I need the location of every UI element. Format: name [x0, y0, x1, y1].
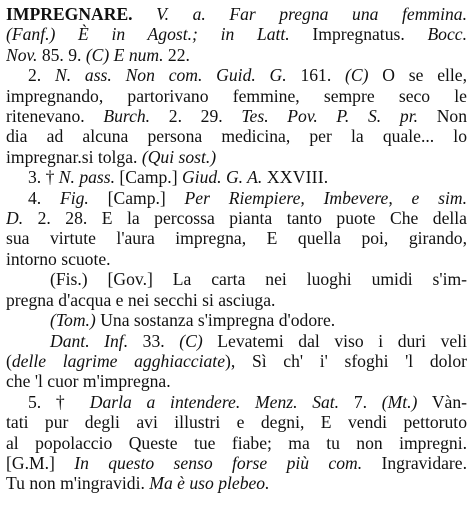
- entry-line-24: Tu non m'ingravidi. Ma è uso plebeo.: [6, 473, 270, 494]
- dant-line: Dant. Inf. 33. (C) Levatemi dal viso i duri veli: [50, 330, 467, 351]
- entry-line-23: [G.M.] In questo senso forse più com. Ingravidare.: [6, 452, 467, 473]
- entry-line-19: che 'l cuor m'impregna.: [6, 371, 171, 392]
- entry-line-18: (delle lagrime agghiacciate), Sì ch' i' sfoghi 'l dolor: [6, 350, 467, 371]
- entry-line-2: (Fanf.) È in Agost.; in Latt. Impregnatus. Bocc.: [6, 24, 467, 45]
- entry-line-12: sua virtute l'aura impregna, E quella poi, girando,: [6, 228, 467, 249]
- sense-3-line: 3. † N. pass. [Camp.] Giud. G. A. XXVIII.: [28, 167, 329, 188]
- headword: IMPREGNARE.: [6, 4, 133, 24]
- entry-line-7: dia ad alcuna persona medicina, per la quale... lo: [6, 126, 467, 147]
- entry-line-8: impregnar.si tolga. (Qui sost.): [6, 146, 217, 167]
- entry-line-6: ritenevano. Burch. 2. 29. Tes. Pov. P. S. pr. Non: [6, 106, 467, 127]
- sense-2-line: 2. N. ass. Non com. Guid. G. 161. (C) O se elle,: [28, 65, 467, 86]
- entry-line-1: [6, 4, 467, 24]
- sense-5-line: 5. † Darla a intendere. Menz. Sat. 7. (Mt.) Vàn-: [28, 391, 467, 412]
- fis-line-2: pregna d'acqua e nei secchi si asciuga.: [6, 289, 276, 310]
- grammar-label: V. a. Far pregna una femmina.: [156, 4, 467, 24]
- tom-line: (Tom.) Una sostanza s'impregna d'odore.: [50, 310, 336, 331]
- sense-4-line: 4. Fig. [Camp.] Per Riempiere, Imbevere, e sim.: [28, 187, 467, 208]
- citation-source: Bocc.: [427, 24, 467, 45]
- entry-line-3: Nov. 85. 9. (C) E num. 22.: [6, 44, 190, 65]
- entry-line-13: intorno scuote.: [6, 248, 111, 269]
- entry-line-5: impregnando, partorivano femmine, sempre seco le: [6, 85, 467, 106]
- entry-line-11: D. 2. 28. E la percossa pianta tanto puote Che della: [6, 208, 467, 229]
- entry-line-21: tati pur degli avi illustri e degni, E vendi pettoruto: [6, 412, 467, 433]
- fis-line-1: (Fis.) [Gov.] La carta nei luoghi umidi s'im-: [50, 269, 467, 290]
- entry-line-22: al popolaccio Queste tue fiabe; ma tu non impregni.: [6, 432, 467, 453]
